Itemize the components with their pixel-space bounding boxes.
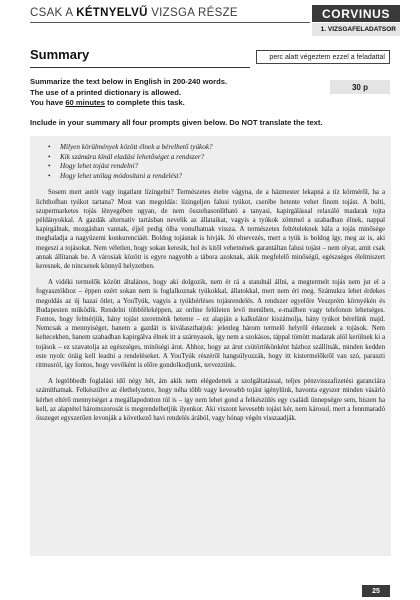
bullet-icon: •	[48, 162, 51, 171]
header-title-part2: VIZSGA RÉSZE	[147, 7, 238, 19]
instruction-line-3-post: to complete this task.	[104, 98, 185, 107]
title-rule	[30, 67, 250, 68]
paragraph-3: A legtöbbedb foglalási idő négy hét, ám akik nem elégedettek a szolgáltatással, teljes pénzvisszafizetési garanciára számíthatnak. Felkészülve az élethelyzetre, hogy néha több vagy kevesebb tojást igénylünk, havonta egyszer minden vásárló kérhet eltérő mennyiséget a megállapodotton túl is – így nem lehet gond a felkészülés egy családi ünnepségre sem, hiszen ha kell, az alaptétel háromszorosát is megrendelhetjük ilyenkor. Aki viszont kevesebb tojást kér, nem károsul, mert a fennmaradó összeget egyszerűen levonják a következő havi rendelés árából, vagy hónap végén visszaadják.	[36, 378, 385, 423]
instructions	[30, 77, 300, 109]
bullet-icon: •	[48, 171, 51, 180]
paragraph-2: A vidéki termelők között általános, hogy aki dolgozik, nem ér rá a standnál állni, a megtermelt tojás nem jut el a fogyasztókhoz – éppen ezért sokan nem is foglalkoznak tyúkokkal, állatokkal, mert nem éri meg. Számukra lehet érdekes megoldás az új hazai ötlet, a YouTyúk, vagyis a tyúkbérléses tojásrendelés. A rendszer egyelőre Veszprém környékén és Budapesten működik. Rendelni többféleképpen, az online felületen levő menüben, e-mailben vagy telefonon lehetséges. Fontos, hogy felmérjük, hány tojást szeretnénk hetente – ez alapján a kalkulátor kiszámolja, hány tyúkot bérelünk majd. Nemcsak a mennyiséget, hanem a gazdát is kiválaszthatjuk: jelenleg három termelő helyről érkeznek a tojások. Nem keltecekben, hanem szabadban kapirgálva élnek itt a szárnyasok, így nem a szokásos, táppal tömött madarak alól kerülnek ki a tojások – ez szavatolja az egészséges, minőségi árut. Ahhoz, hogy az árut csütörtökönként házhoz szállítsák, minden kedden este nyolc óráig kell leadni a rendeléseket. A YouTyúk részéről hangsúlyozzák, hogy itt kistermelőkről van szó, paraszti ritmusról, így fontos, hogy vevőként is előre gondolkodjunk, tervezzünk.	[36, 279, 385, 370]
time-note-box: perc alatt végeztem ezzel a feladattal	[256, 50, 390, 64]
page-header	[0, 0, 420, 46]
instruction-line-1: Summarize the text below in English in 200-240 words.	[30, 77, 228, 86]
prompt-text: Kik számára kínál eladási lehetőséget a rendszer?	[60, 152, 205, 161]
brand-logo: CORVINUS	[312, 5, 400, 22]
section-label: 1. VIZSGAFELADATSOR	[312, 23, 400, 36]
prompt-text: Milyen körülmények között élnek a bérelhető tyúkok?	[60, 143, 213, 151]
instruction-line-3	[30, 98, 300, 109]
source-text-box	[30, 136, 391, 556]
prompt-text: Hogy lehet utólag módosítani a rendelést?	[60, 171, 183, 180]
header-title-bold: KÉTNYELVŰ	[76, 7, 148, 19]
bullet-icon: •	[48, 143, 51, 151]
task-title: Summary	[30, 47, 90, 62]
instruction-minutes: 60 minutes	[65, 98, 105, 107]
points-badge: 30 p	[330, 80, 390, 94]
page-number: 25	[362, 585, 390, 597]
header-rule	[30, 22, 310, 23]
prompt-item	[36, 153, 385, 163]
prompt-text: Hogy lehet tojást rendelni?	[60, 162, 139, 171]
instruction-line-3-pre: You have	[30, 98, 66, 107]
prompt-item	[36, 143, 385, 153]
paragraph-1: Sosem mert autót vagy ingatlant lízingelni? Természetes ételre vágyna, de a házmester lekapná a tíz körméről, ha a lichthofban tyúkot tartana? Most van megoldás: lízingeljen falusi tyúkot, cserébe hetente vehet finom tojást. A bolti, szupermarketes tojás lényegében ugyan, de nem összehasonlítható a tanyasi, kapirgálással relaxáló madarak tojta példányokkal. A gazdák alternatív tartásban nevelik az állataikat, vagyis a tyúkok zömmel a szabadban élnek, nappal kapirgálnak, mozgásban vannak, éjjel pedig ólba vonulhatnak vissza. A természetes feltételeknek hála a tojás minősége meghaladja a nagyüzemi konkurenciáét. Boldog tojásnak is hívják. Jó elnevezés, mert a tyúk is boldog így, meg az is, aki megeszi a tojásokat. Nem véletlen, hogy sokan keresik, hol és kitől vehetnének garantáltan falusi tojást – nem olyat, amit csak annak állítanak be. A városiak között is egyre nagyobb a tábora azoknak, akik megfelelő minőségű, egészséges élelmiszert keresnek, de nincsenek könnyű helyzetben.	[36, 189, 385, 270]
include-instruction: Include in your summary all four prompts given below. Do NOT translate the text.	[30, 118, 323, 127]
prompt-item	[36, 172, 385, 182]
instruction-line-2: The use of a printed dictionary is allowed.	[30, 87, 182, 97]
prompt-item	[36, 162, 385, 172]
prompt-list	[36, 143, 385, 181]
header-title	[30, 7, 238, 19]
header-title-part1: CSAK A	[30, 7, 77, 19]
bullet-icon: •	[48, 152, 51, 161]
